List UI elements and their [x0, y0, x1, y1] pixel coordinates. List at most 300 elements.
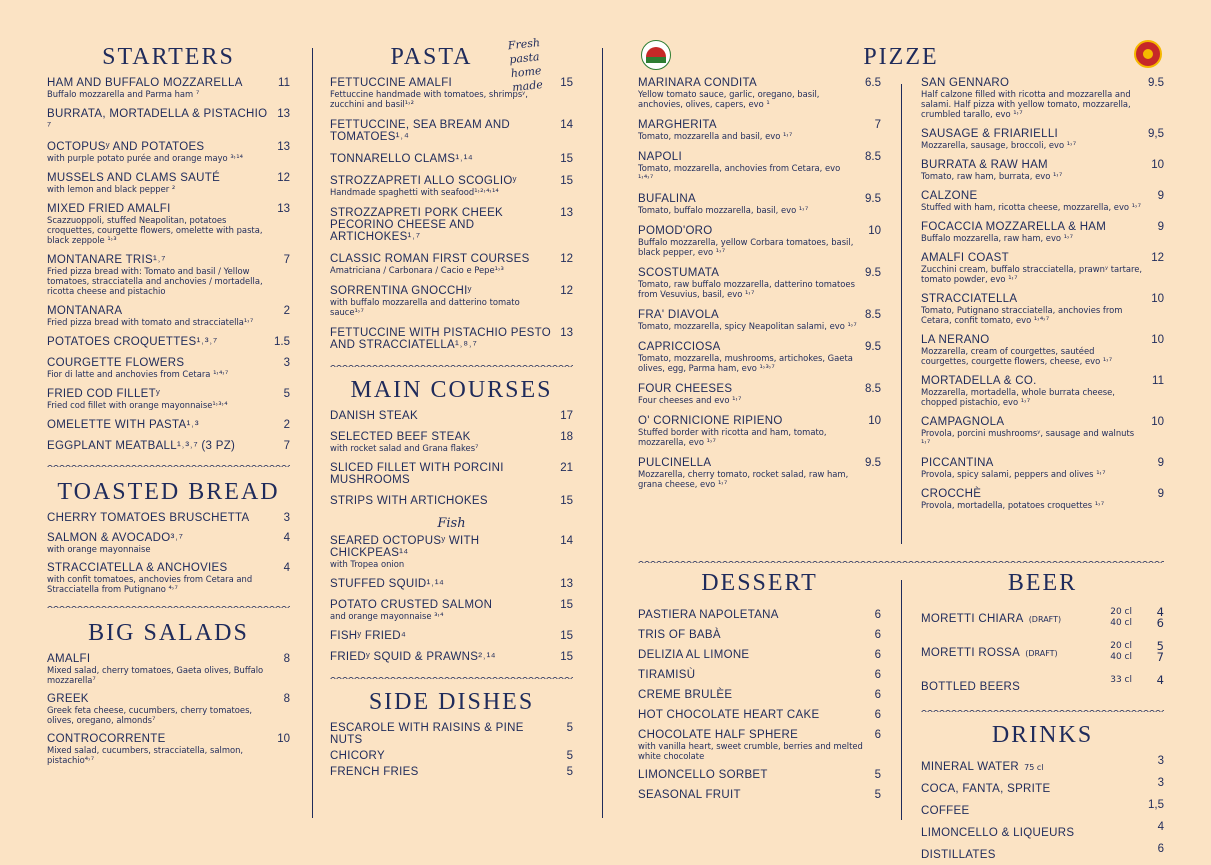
item-price: 5: [566, 766, 573, 778]
menu-item: [330, 630, 573, 642]
menu-item: [47, 440, 290, 452]
item-price: 6: [874, 669, 881, 681]
item-price: 10: [1151, 416, 1164, 428]
menu-item: [47, 532, 290, 554]
item-name: DISTILLATES: [921, 849, 996, 861]
dop-seal-icon: [1134, 40, 1162, 68]
item-price: 5: [283, 388, 290, 400]
menu-item: [330, 327, 573, 351]
item-description: Tomato, mozzarella and basil, evo ¹˒⁷: [638, 131, 793, 141]
section-title-pizze: PIZZE: [863, 44, 939, 70]
item-description: Mixed salad, cherry tomatoes, Gaeta olives, Buffalo mozzarella⁷: [47, 665, 264, 685]
divider: [638, 557, 1164, 563]
menu-item: [47, 693, 290, 725]
beer-item: [921, 641, 1164, 663]
item-description: Tomato, buffalo mozzarella, basil, evo ¹˒⁷: [638, 205, 809, 215]
item-name: NAPOLI: [638, 151, 682, 163]
section-title-side-dishes: SIDE DISHES: [368, 689, 535, 715]
size-label: 20 cl: [1110, 641, 1132, 651]
item-price: 6: [874, 609, 881, 621]
section-title-beer: BEER: [1007, 570, 1078, 596]
menu-item: [921, 375, 1164, 407]
item-name: SLICED FILLET WITH PORCINI MUSHROOMS: [330, 462, 504, 486]
item-description: Fried pizza bread with tomato and stracciatella¹˒⁷: [47, 317, 254, 327]
item-description: Tomato, Putignano stracciatella, anchovies from Cetara, confit tomato, evo ¹˒⁴˒⁷: [921, 305, 1123, 325]
menu-item: [638, 119, 881, 141]
item-name: STROZZAPRETI ALLO SCOGLIOʸ: [330, 175, 517, 187]
item-name: SEASONAL FRUIT: [638, 789, 741, 801]
item-price: 12: [560, 253, 573, 265]
menu-item: [47, 172, 290, 194]
item-price: 4: [1157, 821, 1164, 833]
menu-item: [921, 128, 1164, 150]
item-description: Stuffed border with ricotta and ham, tomato, mozzarella, evo ¹˒⁷: [638, 427, 827, 447]
item-description: Mozzarella, sausage, broccoli, evo ¹˒⁷: [921, 140, 1077, 150]
drink-item: [921, 755, 1164, 774]
menu-item: [330, 651, 573, 663]
item-description: with vanilla heart, sweet crumble, berries and melted white chocolate: [638, 741, 863, 761]
item-name: MARINARA CONDITA: [638, 77, 757, 89]
item-price: 6: [874, 629, 881, 641]
item-price: 7: [283, 440, 290, 452]
menu-item: [921, 488, 1164, 510]
item-price: 5: [566, 722, 573, 734]
item-name: DELIZIA AL LIMONE: [638, 649, 750, 661]
item-description: Buffalo mozzarella, yellow Corbara tomatoes, basil, black pepper, evo ¹˒⁷: [638, 237, 854, 257]
item-description: Mozzarella, cherry tomato, rocket salad, raw ham, grana cheese, evo ¹˒⁷: [638, 469, 849, 489]
menu-item: [638, 689, 881, 701]
item-name: GREEK: [47, 693, 89, 705]
item-price: 3: [283, 357, 290, 369]
item-price: 11: [278, 77, 290, 89]
item-price: 21: [560, 462, 573, 474]
menu-item: [47, 419, 290, 431]
item-description: Fried cod fillet with orange mayonnaise¹˒³˒⁴: [47, 400, 228, 410]
item-price: 8: [283, 693, 290, 705]
item-description: Mozzarella, mortadella, whole burrata cheese, chopped pistachio, evo ¹˒⁷: [921, 387, 1115, 407]
menu-item: [330, 175, 573, 197]
divider: [921, 706, 1164, 712]
section-title-drinks: DRINKS: [991, 722, 1094, 748]
item-description: Mixed salad, cucumbers, stracciatella, salmon, pistachio⁴˒⁷: [47, 745, 244, 765]
size-label: 75 cl: [1024, 763, 1044, 772]
section-title-pasta: PASTA: [390, 44, 473, 70]
item-price: 14: [560, 535, 573, 547]
item-name: BURRATA, MORTADELLA & PISTACHIO ⁷: [47, 108, 268, 132]
item-description: Provola, mortadella, potatoes croquettes ¹˒⁷: [921, 500, 1105, 510]
item-price: 9.5: [865, 193, 881, 205]
divider: [330, 361, 573, 367]
column-divider: [312, 48, 313, 818]
menu-item: [638, 769, 881, 781]
menu-item: [47, 141, 290, 163]
item-description: Provola, porcini mushroomsʸ, sausage and walnuts ¹˒⁷: [921, 428, 1135, 448]
item-price: 3: [1157, 777, 1164, 789]
item-description: Tomato, raw buffalo mozzarella, datterino tomatoes from Vesuvius, basil, evo ¹˒⁷: [638, 279, 855, 299]
item-name: POTATO CRUSTED SALMON: [330, 599, 493, 611]
item-name: SALMON & AVOCADO³˒⁷: [47, 532, 184, 544]
item-price: 13: [560, 327, 573, 339]
draft-tag: (DRAFT): [1025, 649, 1058, 658]
item-price: 15: [560, 175, 573, 187]
item-price: 8.5: [865, 309, 881, 321]
item-name: FOUR CHEESES: [638, 383, 733, 395]
drink-item: [921, 777, 1164, 796]
size-label: 33 cl: [1110, 675, 1132, 685]
size-label: 20 cl: [1110, 607, 1132, 617]
item-price: 10: [1151, 159, 1164, 171]
item-price: 9,5: [1148, 128, 1164, 140]
item-name: STRIPS WITH ARTICHOKES: [330, 495, 488, 507]
fish-script: Fish: [437, 516, 466, 531]
menu-item: [47, 108, 290, 132]
menu-item: [330, 153, 573, 165]
item-description: with orange mayonnaise: [47, 544, 151, 554]
section-title-dessert: DESSERT: [701, 570, 818, 596]
item-name: CHOCOLATE HALF SPHERE: [638, 729, 799, 741]
item-description: Stuffed with ham, ricotta cheese, mozzarella, evo ¹˒⁷: [921, 202, 1141, 212]
menu-item: [47, 562, 290, 594]
menu-item: [638, 629, 881, 641]
menu-item: [921, 457, 1164, 479]
item-name: O' CORNICIONE RIPIENO: [638, 415, 783, 427]
item-price: 15: [560, 630, 573, 642]
menu-item: [638, 341, 881, 373]
item-description: Handmade spaghetti with seafood¹˒²˒⁴˒¹⁴: [330, 187, 499, 197]
item-description: with buffalo mozzarella and datterino tomato sauce¹˒⁷: [330, 297, 520, 317]
item-price: 6: [874, 689, 881, 701]
item-name: LIMONCELLO SORBET: [638, 769, 768, 781]
item-name: CLASSIC ROMAN FIRST COURSES: [330, 253, 530, 265]
divider: [330, 673, 573, 679]
section-title-toasted-bread: TOASTED BREAD: [57, 479, 280, 505]
item-price: 15: [560, 153, 573, 165]
item-name: FOCACCIA MOZZARELLA & HAM: [921, 221, 1107, 233]
item-description: Fried pizza bread with: Tomato and basil / Yellow tomatoes, stracciatella and anchovies / mortadella, ricotta cheese and pistachio: [47, 266, 263, 296]
menu-item: [638, 225, 881, 257]
item-name: MORETTI CHIARA: [921, 613, 1024, 625]
item-name: MIXED FRIED AMALFI: [47, 203, 171, 215]
section-title-big-salads: BIG SALADS: [88, 620, 249, 646]
item-price: 3: [283, 512, 290, 524]
menu-item: [921, 293, 1164, 325]
item-name: STUFFED SQUID¹˒¹⁴: [330, 578, 445, 590]
item-description: with purple potato purée and orange mayo ³˒¹⁴: [47, 153, 243, 163]
column-divider: [602, 48, 603, 818]
beer-drinks-section: [921, 570, 1164, 865]
item-description: Fior di latte and anchovies from Cetara ¹˒⁴˒⁷: [47, 369, 229, 379]
item-description: with Tropea onion: [330, 559, 405, 569]
size-label: 40 cl: [1110, 652, 1132, 662]
item-name: ESCAROLE WITH RAISINS & PINE NUTS: [330, 722, 524, 746]
menu-item: [47, 653, 290, 685]
item-price: 9: [1157, 190, 1164, 202]
item-price: 5: [874, 769, 881, 781]
menu-item: [921, 77, 1164, 119]
item-price: 12: [277, 172, 290, 184]
item-name: FRA' DIAVOLA: [638, 309, 719, 321]
item-price: 10: [277, 733, 290, 745]
menu-item: [330, 285, 573, 317]
item-name: COCA, FANTA, SPRITE: [921, 783, 1051, 795]
menu-item: [330, 578, 573, 590]
item-price: 15: [560, 495, 573, 507]
column-divider: [901, 84, 902, 544]
menu-item: [47, 203, 290, 245]
item-name: MINERAL WATER: [921, 761, 1020, 773]
campania-logo-icon: [641, 40, 671, 70]
item-name: FRIED COD FILLETʸ: [47, 388, 160, 400]
item-price: 15: [560, 77, 573, 89]
item-name: PICCANTINA: [921, 457, 994, 469]
item-description: with rocket salad and Grana flakes⁷: [330, 443, 479, 453]
item-name: OCTOPUSʸ AND POTATOES: [47, 141, 205, 153]
item-price: 1.5: [274, 336, 290, 348]
item-price: 9.5: [865, 341, 881, 353]
section-title-main-courses: MAIN COURSES: [350, 377, 553, 403]
menu-item: [330, 410, 573, 422]
column-pasta: [330, 0, 573, 782]
item-price: 9.5: [865, 457, 881, 469]
item-price: 7: [874, 119, 881, 131]
beer-item: [921, 675, 1164, 694]
item-price: 10: [1151, 334, 1164, 346]
drink-item: [921, 843, 1164, 862]
item-name: POTATOES CROQUETTES¹˒³˒⁷: [47, 336, 218, 348]
item-name: DANISH STEAK: [330, 410, 418, 422]
item-name: LA NERANO: [921, 334, 990, 346]
menu-item: [47, 388, 290, 410]
item-name: CHERRY TOMATOES BRUSCHETTA: [47, 512, 250, 524]
item-name: CALZONE: [921, 190, 978, 202]
item-name: MUSSELS AND CLAMS SAUTÉ: [47, 172, 221, 184]
item-price: 6: [874, 729, 881, 741]
item-price: 13: [560, 207, 573, 219]
menu-item: [638, 151, 881, 183]
size-label: 40 cl: [1110, 618, 1132, 628]
item-description: Mozzarella, cream of courgettes, sautéed courgettes, courgette flowers, cheese, evo ¹˒⁷: [921, 346, 1113, 366]
item-description: with lemon and black pepper ²: [47, 184, 176, 194]
menu-item: [638, 789, 881, 801]
item-price: 17: [560, 410, 573, 422]
item-name: STRACCIATELLA & ANCHOVIES: [47, 562, 228, 574]
item-price: 7: [283, 254, 290, 266]
item-name: SAN GENNARO: [921, 77, 1010, 89]
menu-item: [330, 207, 573, 243]
item-price: 15: [560, 599, 573, 611]
item-price: 12: [1151, 252, 1164, 264]
item-price: 4: [283, 562, 290, 574]
item-price: 7: [1156, 650, 1164, 664]
menu-item: [638, 457, 881, 489]
item-name: CREME BRULÈE: [638, 689, 733, 701]
item-price: 10: [1151, 293, 1164, 305]
item-price: 13: [560, 578, 573, 590]
menu-item: [638, 267, 881, 299]
item-name: AMALFI COAST: [921, 252, 1009, 264]
item-name: MARGHERITA: [638, 119, 717, 131]
item-name: HAM AND BUFFALO MOZZARELLA: [47, 77, 243, 89]
item-description: Four cheeses and evo ¹˒⁷: [638, 395, 742, 405]
item-name: CAPRICCIOSA: [638, 341, 721, 353]
item-name: PASTIERA NAPOLETANA: [638, 609, 779, 621]
item-price: 8: [283, 653, 290, 665]
menu-item: [921, 334, 1164, 366]
item-price: 9.5: [865, 267, 881, 279]
menu-item: [921, 416, 1164, 448]
item-price: 9: [1157, 457, 1164, 469]
menu-item: [47, 77, 290, 99]
item-name: SCOSTUMATA: [638, 267, 720, 279]
item-description: and orange mayonnaise ³˒⁴: [330, 611, 444, 621]
menu-item: [330, 495, 573, 507]
menu-item: [921, 159, 1164, 181]
item-name: BUFALINA: [638, 193, 697, 205]
item-price: 3: [1157, 755, 1164, 767]
item-name: COFFEE: [921, 805, 970, 817]
item-description: Yellow tomato sauce, garlic, oregano, basil, anchovies, olives, capers, evo ¹: [638, 89, 820, 109]
menu-item: [638, 669, 881, 681]
item-price: 6: [1157, 843, 1164, 855]
item-name: PULCINELLA: [638, 457, 712, 469]
item-name: BURRATA & RAW HAM: [921, 159, 1048, 171]
item-name: FISHʸ FRIED⁴: [330, 630, 407, 642]
item-name: TRIS OF BABÀ: [638, 629, 721, 641]
menu-item: [638, 309, 881, 331]
menu-item: [47, 733, 290, 765]
item-price: 6: [1156, 616, 1164, 630]
item-name: CROCCHÈ: [921, 488, 982, 500]
item-price: 13: [277, 108, 290, 120]
item-name: CHICORY: [330, 750, 385, 762]
item-name: MONTANARE TRIS¹˒⁷: [47, 254, 166, 266]
item-name: FETTUCCINE WITH PISTACHIO PESTO AND STRACCIATELLA¹˒⁸˒⁷: [330, 327, 551, 351]
item-name: STRACCIATELLA: [921, 293, 1018, 305]
menu-item: [330, 535, 573, 569]
item-price: 5: [1156, 639, 1164, 653]
item-name: FETTUCCINE, SEA BREAM AND TOMATOES¹˒⁴: [330, 119, 511, 143]
menu-item: [330, 462, 573, 486]
item-description: Amatriciana / Carbonara / Cacio e Pepe¹˒³: [330, 265, 504, 275]
item-price: 10: [868, 415, 881, 427]
menu-item: [638, 415, 881, 447]
menu-item: [47, 512, 290, 524]
item-price: 9: [1157, 488, 1164, 500]
item-price: 18: [560, 431, 573, 443]
menu-item: [638, 609, 881, 621]
item-price: 2: [283, 419, 290, 431]
menu-item: [638, 709, 881, 721]
item-name: COURGETTE FLOWERS: [47, 357, 185, 369]
item-price: 11: [1152, 375, 1164, 387]
section-title-starters: STARTERS: [102, 44, 235, 70]
item-name: OMELETTE WITH PASTA¹˒³: [47, 419, 199, 431]
item-price: 9.5: [1148, 77, 1164, 89]
item-price: 12: [560, 285, 573, 297]
draft-tag: (DRAFT): [1028, 615, 1062, 624]
item-price: 4: [283, 532, 290, 544]
item-price: 4: [1156, 605, 1164, 619]
menu-item: [47, 357, 290, 379]
menu-item: [638, 649, 881, 661]
fresh-pasta-script: Fresh pasta home made: [507, 36, 544, 95]
item-description: Buffalo mozzarella, raw ham, evo ¹˒⁷: [921, 233, 1073, 243]
item-name: EGGPLANT MEATBALL¹˒³˒⁷ (3 PZ): [47, 440, 236, 452]
beer-item: [921, 607, 1164, 629]
item-description: Tomato, mozzarella, mushrooms, artichokes, Gaeta olives, egg, Parma ham, evo ¹˒³˒⁷: [638, 353, 853, 373]
menu-item: [638, 77, 881, 109]
item-name: MORETTI ROSSA: [921, 647, 1021, 659]
item-price: 10: [868, 225, 881, 237]
item-description: Greek feta cheese, cucumbers, cherry tomatoes, olives, oregano, almonds⁷: [47, 705, 253, 725]
item-name: POMOD'ORO: [638, 225, 713, 237]
drink-item: [921, 799, 1164, 818]
menu-item: [638, 729, 881, 761]
item-name: HOT CHOCOLATE HEART CAKE: [638, 709, 820, 721]
item-name: SELECTED BEEF STEAK: [330, 431, 471, 443]
item-price: 6: [874, 709, 881, 721]
item-price: 6: [874, 649, 881, 661]
item-description: Scazzuoppoli, stuffed Neapolitan, potatoes croquettes, courgette flowers, omelette with pasta, black zeppole ¹˒³: [47, 215, 263, 245]
menu-item: [330, 599, 573, 621]
menu-item: [638, 383, 881, 405]
menu-item: [921, 221, 1164, 243]
item-name: FETTUCCINE AMALFI: [330, 77, 453, 89]
divider: [47, 602, 290, 608]
item-price: 13: [277, 203, 290, 215]
item-name: SORRENTINA GNOCCHIʸ: [330, 285, 472, 297]
item-price: 8.5: [865, 151, 881, 163]
divider: [47, 461, 290, 467]
item-description: Tomato, mozzarella, anchovies from Cetara, evo ¹˒⁴˒⁷: [638, 163, 841, 183]
menu-item: [47, 254, 290, 296]
item-price: 8.5: [865, 383, 881, 395]
item-price: 14: [560, 119, 573, 131]
item-name: TONNARELLO CLAMS¹˒¹⁴: [330, 153, 474, 165]
item-name: CONTROCORRENTE: [47, 733, 166, 745]
menu-item: [330, 431, 573, 453]
item-description: Provola, spicy salami, peppers and olives ¹˒⁷: [921, 469, 1106, 479]
menu-item: [638, 193, 881, 215]
item-price: 9: [1157, 221, 1164, 233]
item-description: Tomato, mozzarella, spicy Neapolitan salami, evo ¹˒⁷: [638, 321, 857, 331]
item-name: SEARED OCTOPUSʸ WITH CHICKPEAS¹⁴: [330, 535, 480, 559]
item-name: FRIEDʸ SQUID & PRAWNS²˒¹⁴: [330, 651, 496, 663]
menu-item: [330, 253, 573, 275]
item-description: Tomato, raw ham, burrata, evo ¹˒⁷: [921, 171, 1063, 181]
item-price: 1,5: [1148, 799, 1164, 811]
item-price: 2: [283, 305, 290, 317]
item-price: 5: [874, 789, 881, 801]
drink-item: [921, 821, 1164, 840]
item-description: Fettuccine handmade with tomatoes, shrimpsʸ, zucchini and basil¹˒²: [330, 89, 528, 109]
item-price: 5: [566, 750, 573, 762]
item-name: BOTTLED BEERS: [921, 681, 1021, 693]
column-starters: [47, 0, 290, 773]
item-name: AMALFI: [47, 653, 91, 665]
item-name: MONTANARA: [47, 305, 123, 317]
item-name: MORTADELLA & CO.: [921, 375, 1037, 387]
item-name: FRENCH FRIES: [330, 766, 419, 778]
menu-item: [921, 252, 1164, 284]
item-description: Zucchini cream, buffalo stracciatella, prawnʸ tartare, tomato powder, evo ¹˒⁷: [921, 264, 1143, 284]
item-name: LIMONCELLO & LIQUEURS: [921, 827, 1075, 839]
menu-item: [47, 336, 290, 348]
item-price: 13: [277, 141, 290, 153]
menu-item: [330, 750, 573, 762]
item-price: 4: [1156, 673, 1164, 687]
item-price: 6.5: [865, 77, 881, 89]
